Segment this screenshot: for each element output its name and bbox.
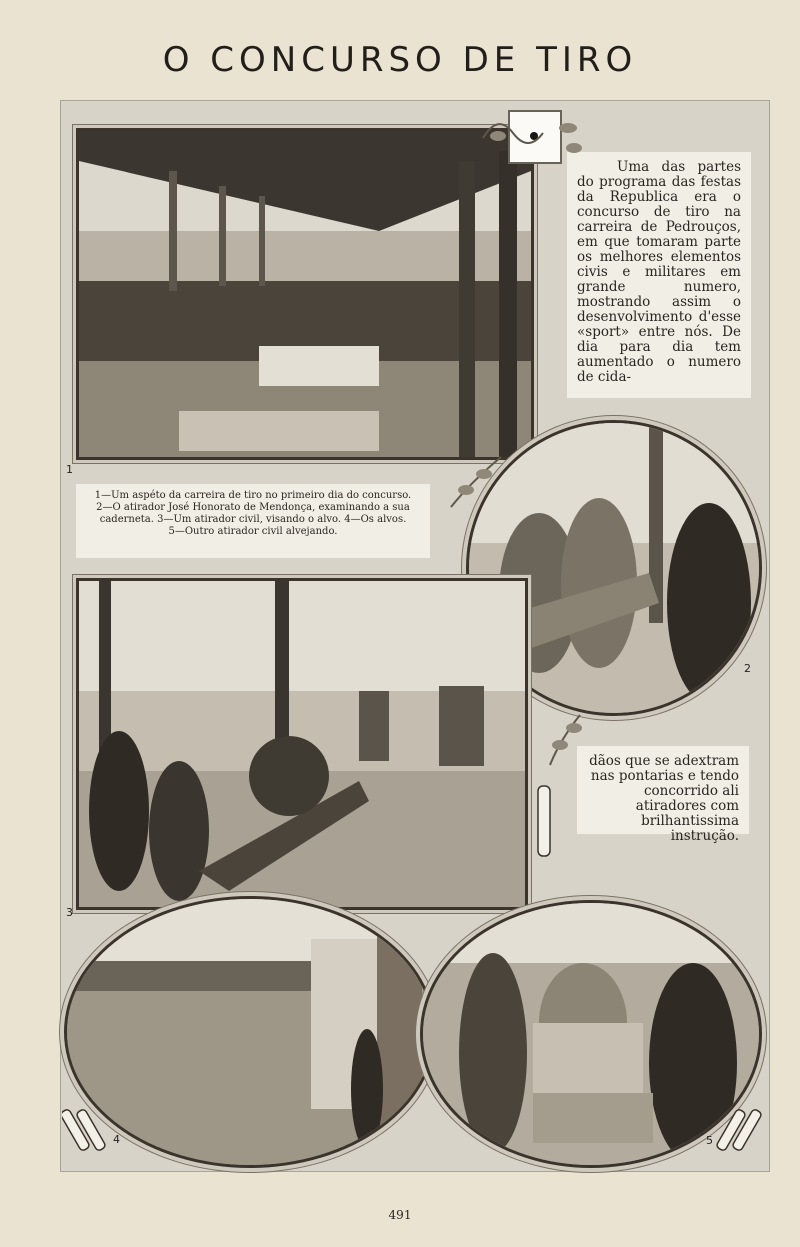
intro-text: Uma das partes do programa das festas da Republica era o concurso de tiro na carreira de Pedrouços, em que tomaram parte os melhores elementos civis e militares em grande numero, mostrando assim o desenvolvimento d'esse «sport» entre nós. De dia para dia tem aumentado o numero de cida- bbox=[577, 159, 741, 385]
photo-number-1: 1 bbox=[66, 463, 73, 476]
cartridge-ornament-left bbox=[62, 1098, 112, 1158]
floral-ornament-top bbox=[478, 108, 588, 168]
closing-text: dãos que se adextram nas pontarias e tendo concorrido ali atiradores com brilhantissima instrução. bbox=[589, 753, 739, 844]
photo-5-civilian-shooting bbox=[420, 900, 762, 1168]
photo-3-civilian-aiming bbox=[76, 578, 528, 910]
photo-1-shooting-range bbox=[76, 128, 534, 460]
closing-text-box bbox=[577, 746, 749, 844]
caption-line-2: 2—O atirador José Honorato de Mendonça, examinando a sua bbox=[96, 502, 410, 513]
caption-line-3: caderneta. 3—Um atirador civil, visando o alvo. 4—Os alvos. bbox=[99, 514, 407, 525]
caption-line-1: 1—Um aspéto da carreira de tiro no primeiro dia do concurso. bbox=[94, 490, 412, 501]
cartridge-ornament-middle bbox=[530, 780, 560, 870]
floral-ornament-middle bbox=[446, 452, 506, 512]
photo-number-3: 3 bbox=[66, 906, 73, 919]
intro-text-box bbox=[567, 152, 751, 398]
caption-line-4: 5—Outro atirador civil alvejando. bbox=[168, 526, 338, 537]
page-title: O CONCURSO DE TIRO bbox=[162, 40, 638, 80]
floral-ornament-right bbox=[540, 710, 590, 770]
photo-number-4: 4 bbox=[113, 1133, 120, 1146]
caption-box bbox=[76, 484, 430, 558]
page-number: 491 bbox=[388, 1208, 412, 1222]
photo-4-targets bbox=[64, 896, 436, 1168]
photo-number-2: 2 bbox=[744, 662, 751, 675]
cartridge-ornament-right bbox=[712, 1098, 762, 1158]
photo-number-5: 5 bbox=[706, 1134, 713, 1147]
